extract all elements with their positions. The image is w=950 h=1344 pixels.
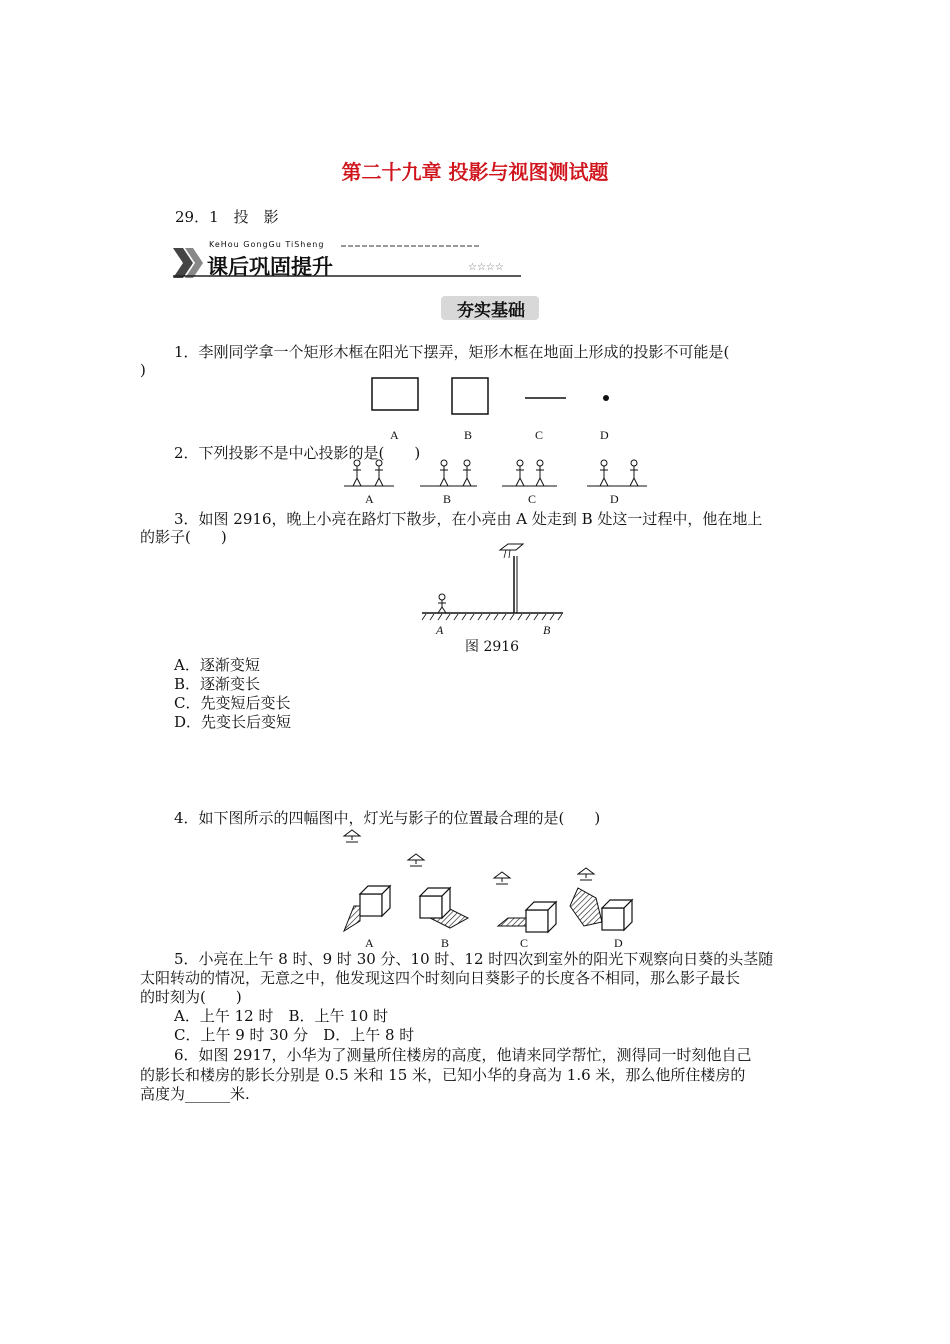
q1-close: ) bbox=[140, 361, 146, 379]
q3-choice-d: D．先变长后变短 bbox=[174, 713, 292, 731]
banner-dash-line bbox=[341, 244, 521, 248]
q4-figure bbox=[340, 826, 650, 936]
q4-option-d: D bbox=[614, 936, 623, 950]
q6-line3: 高度为______米. bbox=[140, 1085, 250, 1103]
q4-option-a: A bbox=[365, 936, 374, 950]
q2-option-d: D bbox=[610, 492, 619, 506]
q1-option-b: B bbox=[464, 428, 473, 442]
q4-option-c: C bbox=[520, 936, 529, 950]
q3-choice-b: B．逐渐变长 bbox=[174, 675, 261, 693]
q2-option-c: C bbox=[528, 492, 537, 506]
q1-figure bbox=[370, 376, 670, 426]
q1-option-d: D bbox=[600, 428, 609, 442]
q6-line1: 6．如图 2917，小华为了测量所住楼房的高度，他请来同学帮忙，测得同一时刻他自己 bbox=[174, 1046, 752, 1064]
banner bbox=[173, 238, 523, 280]
q3-label-a: A bbox=[436, 623, 444, 637]
q1-text: 1．李刚同学拿一个矩形木框在阳光下摆弄，矩形木框在地面上形成的投影不可能是( bbox=[174, 343, 730, 361]
q2-figure bbox=[342, 458, 662, 490]
q5-line3: 的时刻为( ) bbox=[140, 988, 242, 1006]
q3-line1: 3．如图 2916，晚上小亮在路灯下散步，在小亮由 A 处走到 B 处这一过程中，他在地上 bbox=[174, 510, 763, 528]
q3-choice-c: C．先变短后变长 bbox=[174, 694, 291, 712]
banner-pinyin: KeHou GongGu TiSheng bbox=[209, 240, 325, 249]
q3-line2: 的影子( ) bbox=[140, 528, 227, 546]
q5-choices-row2: C．上午 9 时 30 分 D．上午 8 时 bbox=[174, 1026, 415, 1044]
q1-option-a: A bbox=[390, 428, 399, 442]
q4-option-b: B bbox=[441, 936, 450, 950]
q2-text: 2．下列投影不是中心投影的是( ) bbox=[174, 444, 421, 462]
q5-line2: 太阳转动的情况，无意之中，他发现这四个时刻向日葵影子的长度各不相同，那么影子最长 bbox=[140, 969, 741, 987]
subheading: 夯实基础 bbox=[457, 301, 525, 321]
q4-text: 4．如下图所示的四幅图中，灯光与影子的位置最合理的是( ) bbox=[174, 809, 601, 827]
q3-caption: 图 2916 bbox=[465, 639, 520, 655]
q3-label-b: B bbox=[543, 623, 551, 637]
page-title: 第二十九章 投影与视图测试题 bbox=[341, 160, 609, 184]
q2-option-a: A bbox=[365, 492, 374, 506]
q3-figure-streetlight bbox=[420, 540, 570, 630]
section-heading: 29．1 投 影 bbox=[175, 208, 279, 226]
banner-stars: ☆☆☆☆ bbox=[468, 262, 504, 273]
q5-line1: 5．小亮在上午 8 时、9 时 30 分、10 时、12 时四次到室外的阳光下观察向日葵的头茎随 bbox=[174, 950, 774, 968]
q1-option-c: C bbox=[535, 428, 544, 442]
q5-choices-row1: A．上午 12 时 B．上午 10 时 bbox=[174, 1007, 389, 1025]
q3-choice-a: A．逐渐变短 bbox=[174, 656, 260, 674]
chevron-double-icon bbox=[173, 248, 203, 278]
banner-text: 课后巩固提升 bbox=[207, 255, 333, 279]
q2-option-b: B bbox=[443, 492, 452, 506]
q6-line2: 的影长和楼房的影长分别是 0.5 米和 15 米，已知小华的身高为 1.6 米，那么他所住楼房的 bbox=[140, 1066, 746, 1084]
banner-underline bbox=[173, 275, 523, 279]
